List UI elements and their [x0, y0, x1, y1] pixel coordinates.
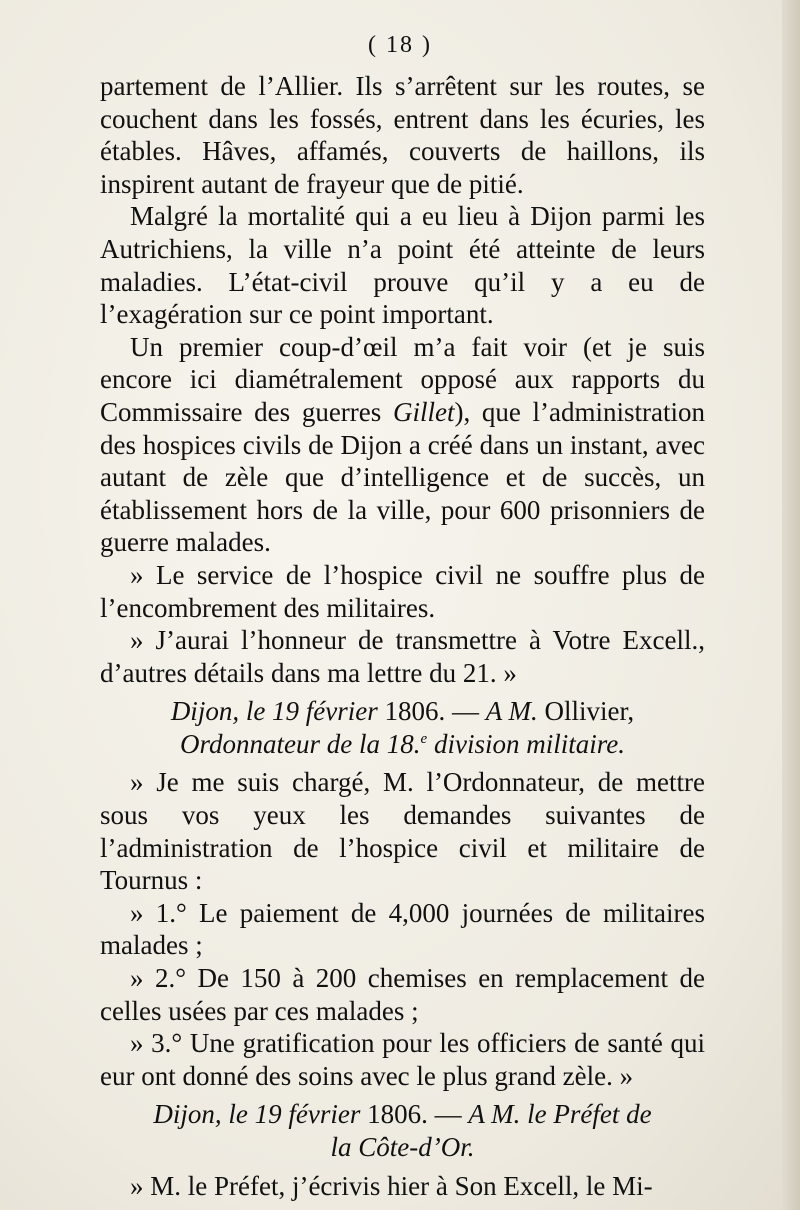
page-number: ( 18 )	[368, 32, 432, 58]
paragraph-2: Malgré la mortalité qui a eu lieu à Dijon parmi les Autrichiens, la ville n’a point été atteinte de leurs maladies. L’état-civil prouve qu’il y a eu de l’exagération sur ce point important.	[100, 201, 705, 330]
last-line: » M. le Préfet, j’écrivis hier à Son Excell, le Mi-	[130, 1170, 653, 1201]
letter-heading-2	[100, 1098, 705, 1163]
paragraph-7: » 1.° Le paiement de 4,000 journées de militaires malades ;	[100, 897, 705, 961]
paragraph-1: partement de l’Allier. Ils s’arrêtent sur les routes, se couchent dans les fossés, entrent dans les écuries, les étables. Hâves, affamés, couverts de haillons, ils inspirent autant de frayeur que de pitié.	[100, 71, 705, 199]
letter-heading-1	[100, 695, 705, 760]
paragraph-4: » Le service de l’hospice civil ne souffre plus de l’encombrement des militaires.	[100, 559, 705, 623]
paragraph-3: Un premier coup-d’œil m’a fait voir (et je suis encore ici diamétralement opposé aux rapports du Commissaire des guerres Gillet), que l’administration des hospices civils de Dijon a créé dans un instant, avec autant de zèle que d’intelligence et de succès, un établissement hors de la ville, pour 600 prisonniers de guerre malades.	[100, 331, 705, 558]
page-edge	[782, 0, 800, 1210]
paragraph-8: » 2.° De 150 à 200 chemises en remplacement de celles usées par ces malades ;	[100, 963, 705, 1026]
heading2-to-line2: la Côte-d’Or.	[330, 1132, 475, 1162]
heading1-title-b: division militaire.	[427, 728, 625, 759]
heading1-place: Dijon, le 19 février	[170, 696, 378, 727]
heading2-to-line1: A M. le Préfet de	[468, 1099, 652, 1130]
commissaire-name: Gillet	[392, 396, 455, 427]
heading2-place: Dijon, le 19 février	[153, 1099, 361, 1130]
paragraph-5: » J’aurai l’honneur de transmettre à Votre Excell., d’autres détails dans ma lettre du 21. »	[100, 625, 705, 688]
heading1-sup: e	[420, 730, 428, 747]
heading1-title-a: Ordonnateur de la 18.	[180, 728, 421, 759]
heading1-to: A M.	[485, 696, 538, 727]
page-body	[100, 70, 705, 1202]
paragraph-9: » 3.° Une gratification pour les officiers de santé qui eur ont donné des soins avec le plus grand zèle. »	[100, 1028, 705, 1091]
heading1-year: 1806. —	[384, 696, 486, 727]
paragraph-6: » Je me suis chargé, M. l’Ordonnateur, de mettre sous vos yeux les demandes suivantes de l’administration de l’hospice civil et militaire de Tournus :	[100, 767, 705, 896]
heading2-year: 1806. —	[360, 1099, 469, 1130]
heading1-name: Ollivier,	[537, 696, 635, 727]
